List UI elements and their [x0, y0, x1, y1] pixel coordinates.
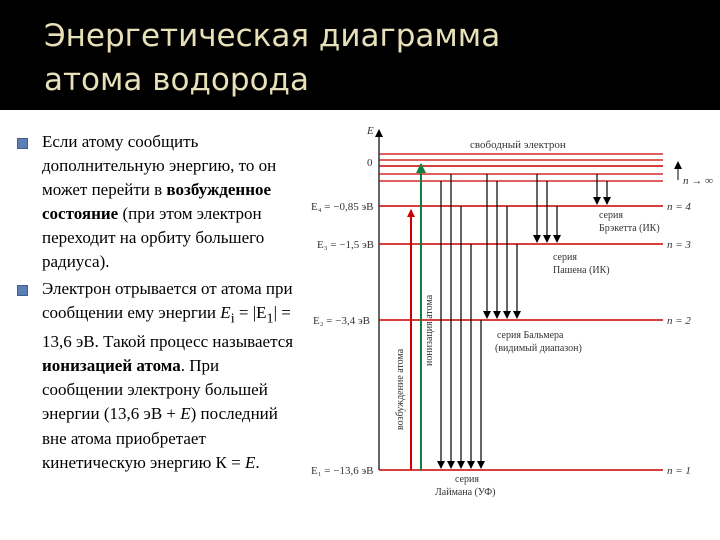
bullet-text: = |E	[234, 302, 267, 322]
n-label-n2: n = 2	[667, 315, 691, 327]
lyman-label-line1: серия	[455, 474, 479, 485]
bullet-text: . При сообщении электрону большей энергии (13,6 эВ +	[42, 356, 268, 424]
n-infinity-label: n → ∞	[683, 175, 713, 187]
n-label-n3: n = 3	[667, 239, 691, 251]
bullet-symbol: E	[180, 404, 191, 424]
slide-title-line2: атома водорода	[44, 62, 309, 98]
slide-title	[44, 14, 684, 102]
n-label-n4: n = 4	[667, 201, 691, 213]
bullet-text: Если атому сообщить дополнительную энергию, то он может перейти в	[42, 132, 277, 200]
free-electron-label: свободный электрон	[470, 139, 566, 151]
excitation-label: возбуждение атома	[395, 348, 406, 430]
bullet-symbol: E	[220, 302, 231, 322]
level-energy-label-n3: E₃ = −1,5 эВ	[317, 239, 375, 251]
bullet-text: Электрон отрывается от атома при сообщении ему энергии	[42, 278, 293, 322]
title-band	[0, 0, 720, 110]
bullet-subscript: 1	[266, 310, 274, 327]
bullet-text: ) последний вне атома приобретает кинетическую энергию К =	[42, 404, 278, 472]
bullet-bold-term: возбужденное состояние	[42, 180, 272, 224]
lyman-label-line2: Лаймана (УФ)	[435, 487, 496, 498]
energy-axis-label: E	[367, 125, 374, 137]
lyman-series-arrows	[441, 174, 481, 468]
slide-title-line1: Энергетическая диаграмма	[44, 18, 501, 54]
bullet-list	[14, 130, 304, 475]
bullet-square-icon	[17, 285, 28, 296]
level-energy-label-n4: E₄ = −0,85 эВ	[311, 201, 374, 213]
bullet-bold-term: ионизацией атома	[42, 356, 181, 376]
ionization-label: ионизация атома	[424, 294, 435, 366]
paschen-label-line1: серия	[553, 252, 577, 263]
brackett-label-line1: серия	[599, 210, 623, 221]
bullet-square-icon	[17, 138, 28, 149]
brackett-series-arrows	[597, 174, 607, 204]
paschen-label-line2: Пашена (ИК)	[553, 265, 610, 276]
balmer-label-line1: серия Бальмера	[497, 330, 564, 341]
energy-level-diagram	[305, 118, 715, 508]
bullet-excitation	[14, 130, 304, 275]
bullet-text: (при этом электрон переходит на орбиту большего радиуса).	[42, 204, 265, 272]
balmer-label-line2: (видимый диапазон)	[495, 343, 582, 354]
level-energy-label-n1: E₁ = −13,6 эВ	[311, 465, 374, 477]
bullet-text: .	[255, 452, 260, 472]
n-label-n1: n = 1	[667, 465, 691, 477]
brackett-label-line2: Брэкетта (ИК)	[599, 223, 660, 234]
level-energy-label-n2: E₂ = −3,4 эВ	[313, 315, 371, 327]
bullet-text: | = 13,6 эВ. Такой процесс называется	[42, 302, 294, 352]
bullet-ionization	[14, 277, 304, 475]
bullet-symbol: E	[244, 452, 256, 472]
zero-label: 0	[367, 157, 373, 169]
paschen-series-arrows	[537, 174, 557, 242]
bullet-subscript: i	[230, 310, 235, 327]
balmer-series-arrows	[487, 174, 517, 318]
